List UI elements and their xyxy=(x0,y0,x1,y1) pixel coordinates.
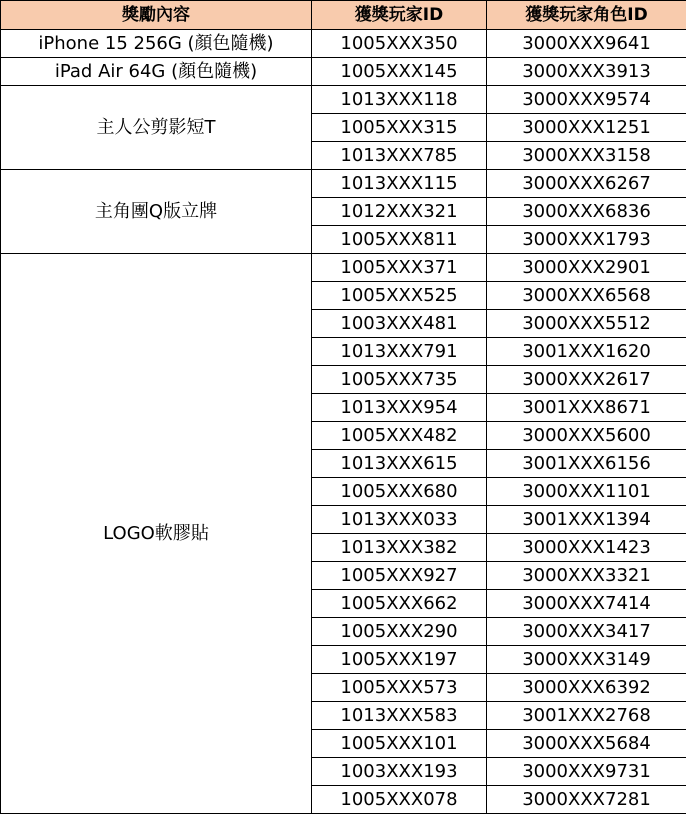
player-id-cell: 1005XXX350 xyxy=(312,30,487,58)
character-id-cell: 3000XXX1101 xyxy=(487,478,686,506)
prize-cell: LOGO軟膠貼 xyxy=(1,254,312,814)
table-row xyxy=(1,86,686,114)
player-id-cell: 1005XXX145 xyxy=(312,58,487,86)
player-id-cell: 1005XXX078 xyxy=(312,786,487,814)
character-id-cell: 3000XXX9731 xyxy=(487,758,686,786)
character-id-cell: 3001XXX1394 xyxy=(487,506,686,534)
column-header-prize: 獎勵內容 xyxy=(1,1,312,30)
player-id-cell: 1003XXX193 xyxy=(312,758,487,786)
character-id-cell: 3000XXX2617 xyxy=(487,366,686,394)
player-id-cell: 1005XXX371 xyxy=(312,254,487,282)
player-id-cell: 1013XXX954 xyxy=(312,394,487,422)
prize-cell: iPhone 15 256G (顏色隨機) xyxy=(1,30,312,58)
character-id-cell: 3000XXX3417 xyxy=(487,618,686,646)
player-id-cell: 1013XXX033 xyxy=(312,506,487,534)
character-id-cell: 3000XXX7414 xyxy=(487,590,686,618)
character-id-cell: 3000XXX3149 xyxy=(487,646,686,674)
table-row xyxy=(1,254,686,282)
player-id-cell: 1003XXX481 xyxy=(312,310,487,338)
character-id-cell: 3000XXX2901 xyxy=(487,254,686,282)
character-id-cell: 3000XXX1793 xyxy=(487,226,686,254)
character-id-cell: 3000XXX1423 xyxy=(487,534,686,562)
player-id-cell: 1005XXX735 xyxy=(312,366,487,394)
player-id-cell: 1013XXX382 xyxy=(312,534,487,562)
character-id-cell: 3001XXX8671 xyxy=(487,394,686,422)
character-id-cell: 3000XXX6836 xyxy=(487,198,686,226)
player-id-cell: 1005XXX482 xyxy=(312,422,487,450)
player-id-cell: 1013XXX791 xyxy=(312,338,487,366)
character-id-cell: 3000XXX9641 xyxy=(487,30,686,58)
character-id-cell: 3000XXX6267 xyxy=(487,170,686,198)
player-id-cell: 1005XXX927 xyxy=(312,562,487,590)
player-id-cell: 1005XXX662 xyxy=(312,590,487,618)
character-id-cell: 3000XXX5600 xyxy=(487,422,686,450)
player-id-cell: 1005XXX101 xyxy=(312,730,487,758)
character-id-cell: 3000XXX6568 xyxy=(487,282,686,310)
column-header-character-id: 獲獎玩家角色ID xyxy=(487,1,686,30)
character-id-cell: 3001XXX2768 xyxy=(487,702,686,730)
character-id-cell: 3000XXX9574 xyxy=(487,86,686,114)
player-id-cell: 1005XXX315 xyxy=(312,114,487,142)
character-id-cell: 3000XXX6392 xyxy=(487,674,686,702)
character-id-cell: 3000XXX3321 xyxy=(487,562,686,590)
character-id-cell: 3000XXX5684 xyxy=(487,730,686,758)
table-row xyxy=(1,58,686,86)
player-id-cell: 1005XXX680 xyxy=(312,478,487,506)
player-id-cell: 1013XXX118 xyxy=(312,86,487,114)
player-id-cell: 1012XXX321 xyxy=(312,198,487,226)
header-row xyxy=(1,1,686,30)
character-id-cell: 3000XXX3913 xyxy=(487,58,686,86)
player-id-cell: 1013XXX115 xyxy=(312,170,487,198)
character-id-cell: 3000XXX5512 xyxy=(487,310,686,338)
prize-cell: 主角團Q版立牌 xyxy=(1,170,312,254)
prize-cell: 主人公剪影短T xyxy=(1,86,312,170)
player-id-cell: 1005XXX573 xyxy=(312,674,487,702)
player-id-cell: 1013XXX785 xyxy=(312,142,487,170)
table-row xyxy=(1,170,686,198)
player-id-cell: 1005XXX811 xyxy=(312,226,487,254)
table-body xyxy=(1,30,686,814)
player-id-cell: 1013XXX583 xyxy=(312,702,487,730)
player-id-cell: 1005XXX525 xyxy=(312,282,487,310)
player-id-cell: 1005XXX290 xyxy=(312,618,487,646)
character-id-cell: 3001XXX6156 xyxy=(487,450,686,478)
player-id-cell: 1005XXX197 xyxy=(312,646,487,674)
character-id-cell: 3000XXX3158 xyxy=(487,142,686,170)
prize-cell: iPad Air 64G (顏色隨機) xyxy=(1,58,312,86)
table-row xyxy=(1,30,686,58)
column-header-player-id: 獲獎玩家ID xyxy=(312,1,487,30)
character-id-cell: 3000XXX7281 xyxy=(487,786,686,814)
player-id-cell: 1013XXX615 xyxy=(312,450,487,478)
character-id-cell: 3000XXX1251 xyxy=(487,114,686,142)
character-id-cell: 3001XXX1620 xyxy=(487,338,686,366)
